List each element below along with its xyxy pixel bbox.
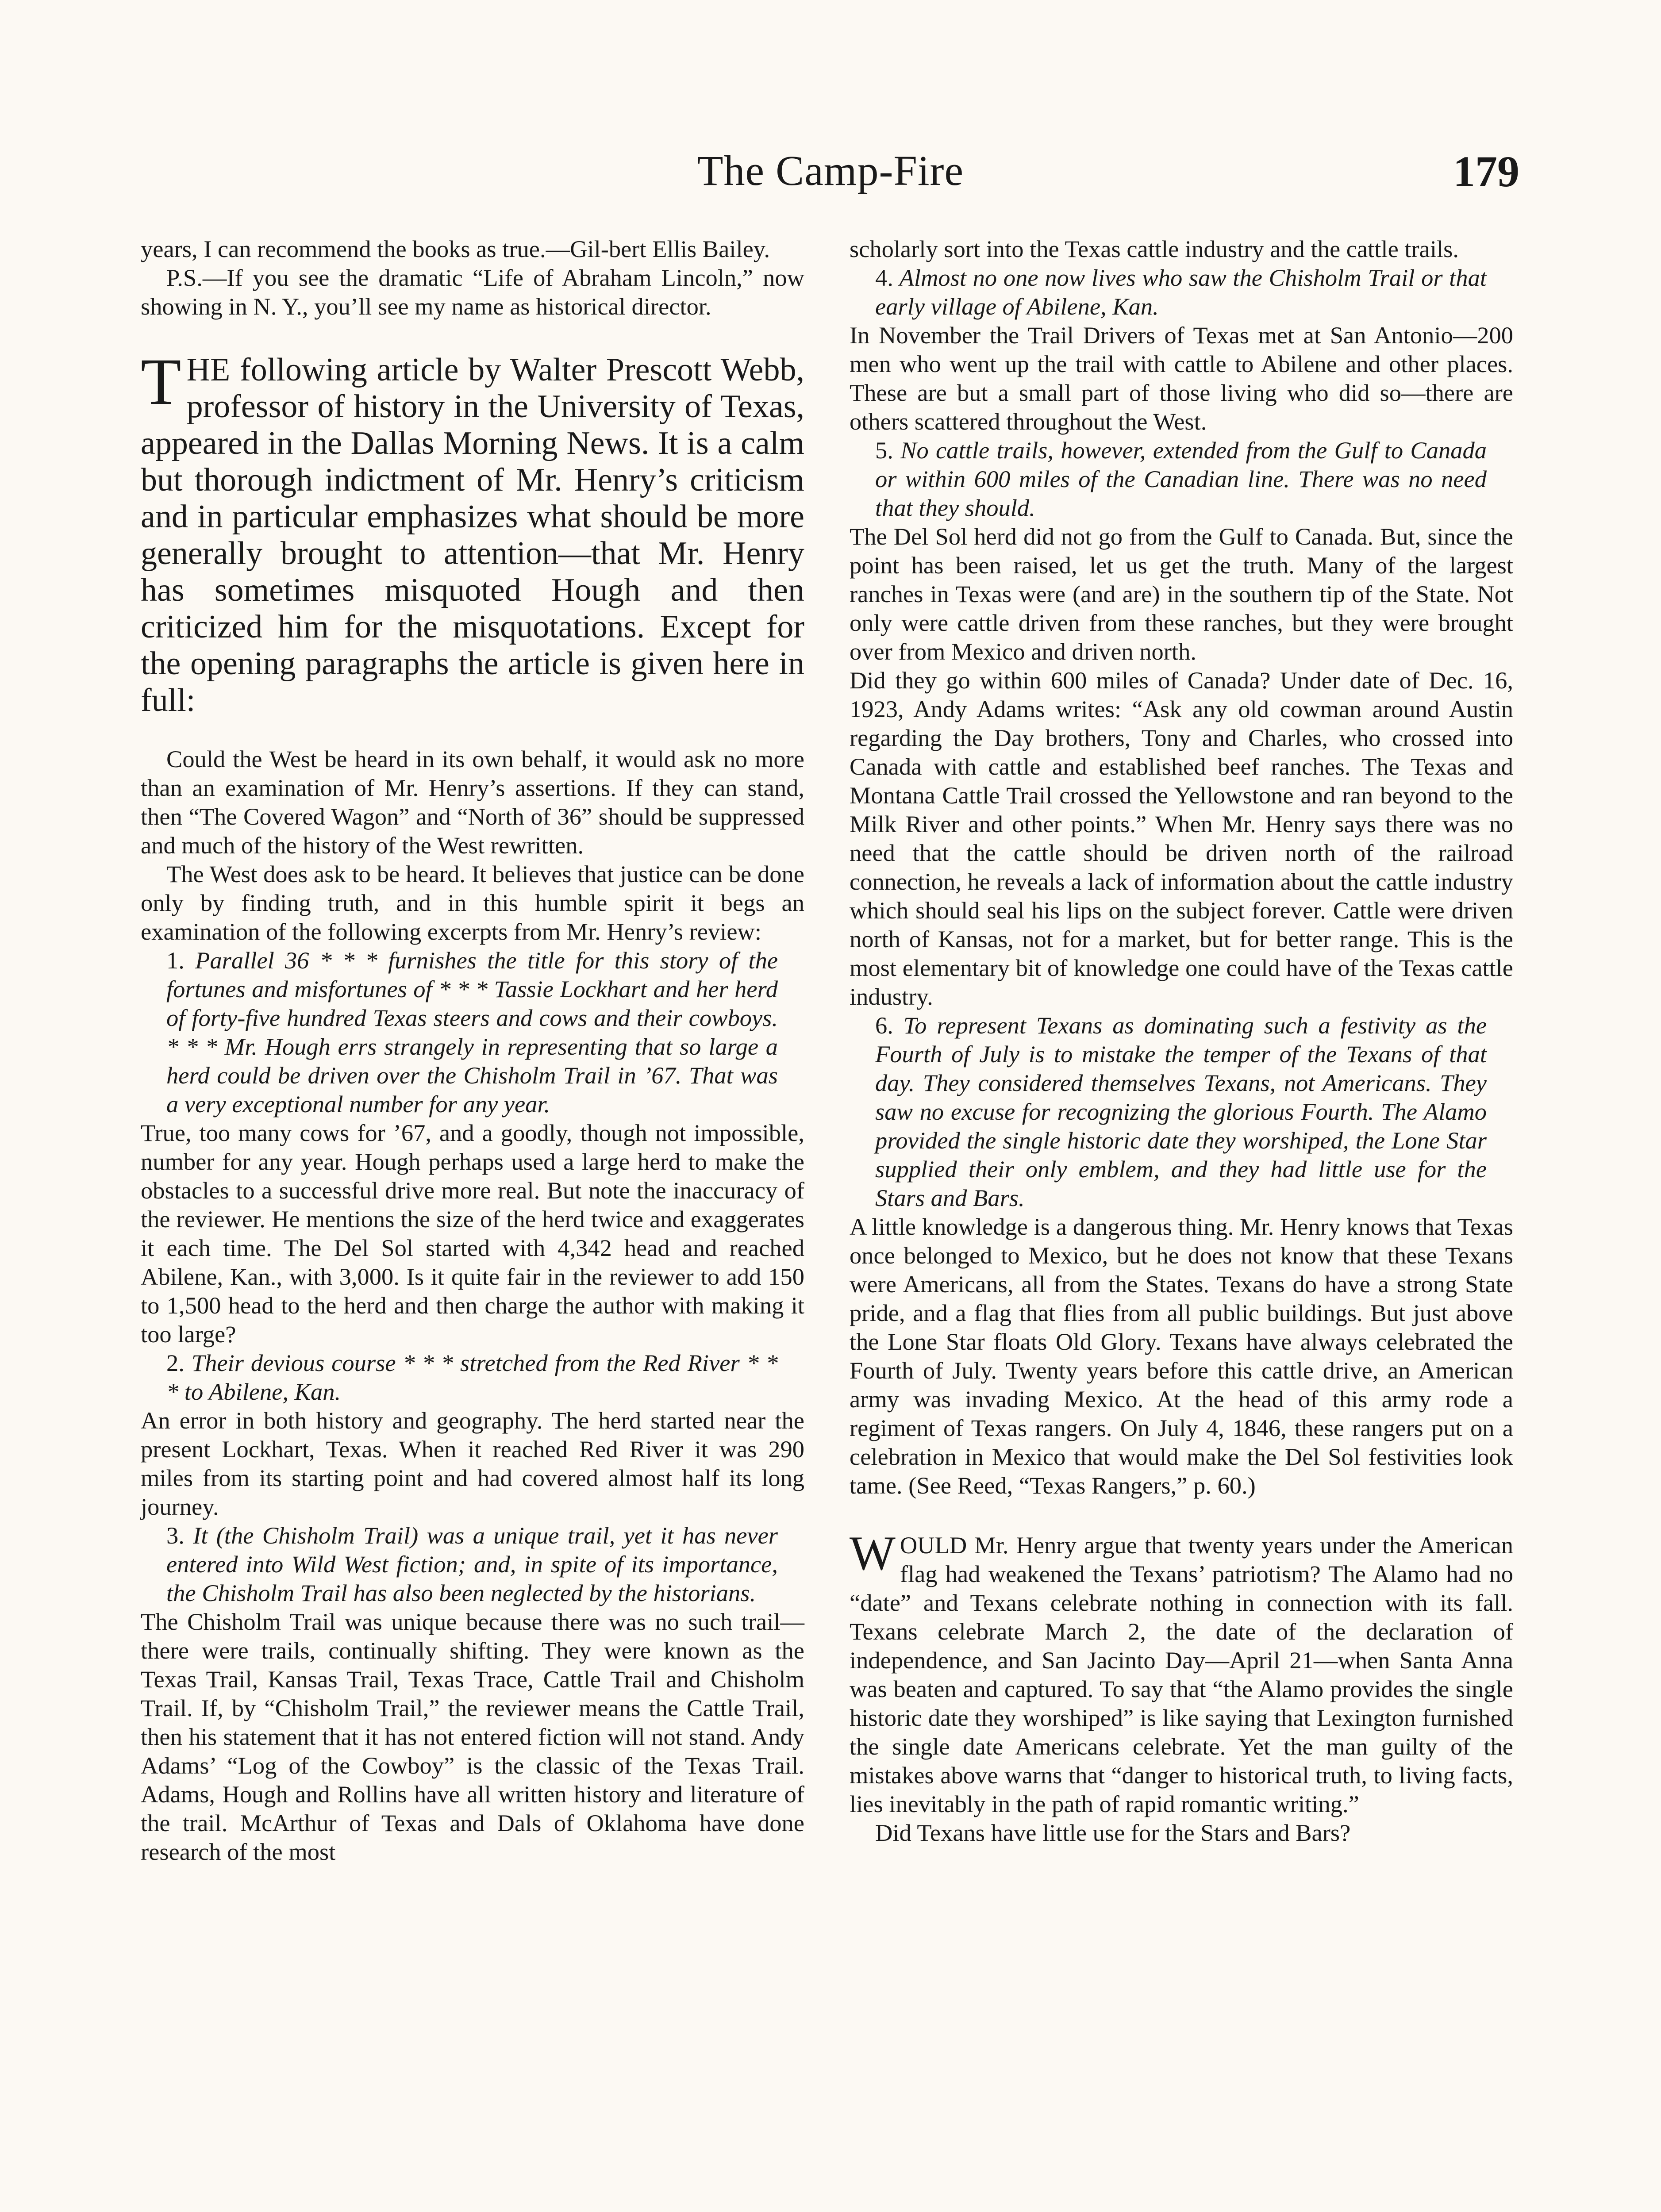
paragraph: years, I can recommend the books as true.—Gil-bert Ellis Bailey. <box>141 235 770 262</box>
excerpt-number: 6. <box>875 1012 893 1039</box>
excerpt-text: No cattle trails, however, extended from the Gulf to Canada or within 600 miles of the Canadian line. There was no need that they should. <box>875 437 1487 521</box>
running-title: The Camp-Fire <box>697 147 964 194</box>
paragraph: True, too many cows for ’67, and a goodly, though not impossible, number for any year. Hough perhaps used a large herd to make the obstacles to a successful drive more real. But note the inaccuracy of the reviewer. He mentions the size of the herd twice and exaggerates it each time. The Del Sol started with 4,342 head and reached Abilene, Kan., with 3,000. Is it quite fair in the reviewer to add 150 to 1,500 head to the herd and then charge the author with making it too large? <box>141 1119 804 1348</box>
paragraph: scholarly sort into the Texas cattle industry and the cattle trails. <box>850 235 1459 262</box>
excerpt-number: 1. <box>166 947 185 974</box>
left-column <box>141 234 804 1866</box>
excerpt-text: To represent Texans as dominating such a festivity as the Fourth of July is to mistake the temper of the Texans of that day. They considered themselves Texans, not Americans. They saw no excuse for recognizing the glorious Fourth. The Alamo provided the single historic date they worshiped, the Lone Star supplied their only emblem, and they had little use for the Stars and Bars. <box>875 1012 1487 1211</box>
lead-word: OULD <box>900 1532 967 1559</box>
excerpt-number: 2. <box>166 1349 185 1376</box>
section-opening-paragraph <box>850 1526 1513 1818</box>
quoted-excerpt <box>875 1011 1487 1212</box>
excerpt-text: It (the Chisholm Trail) was a unique trail, yet it has never entered into Wild West fiction; and, in spite of its importance, the Chisholm Trail has also been neglected by the historians. <box>166 1522 778 1606</box>
paragraph: Did Texans have little use for the Stars and Bars? <box>875 1819 1351 1846</box>
paragraph: An error in both history and geography. The herd started near the present Lockhart, Texas. When it reached Red River it was 290 miles from its starting point and had covered almost half its long journey. <box>141 1407 804 1520</box>
quoted-excerpt <box>166 946 778 1118</box>
paragraph: In November the Trail Drivers of Texas met at San Antonio—200 men who went up the trail with cattle to Abilene and other places. These are but a small part of those living who did so—there are others scattered throughout the West. <box>850 322 1513 435</box>
quoted-excerpt <box>875 436 1487 522</box>
excerpt-text: Their devious course * * * stretched from the Red River * * * to Abilene, Kan. <box>166 1349 778 1405</box>
paragraph: Could the West be heard in its own behalf, it would ask no more than an examination of Mr. Henry’s assertions. If they can stand, then “The Covered Wagon” and “North of 36” should be suppressed and much of the history of the West rewritten. <box>141 745 804 859</box>
excerpt-number: 5. <box>875 437 893 464</box>
drop-cap: T <box>141 345 181 419</box>
page-number: 179 <box>1453 147 1519 196</box>
paragraph: A little knowledge is a dangerous thing. Mr. Henry knows that Texas once belonged to Mexico, but he does not know that these Texans were Americans, all from the States. Texans do have a strong State pride, and a flag that flies from all public buildings. But just above the Lone Star floats Old Glory. Texans have always celebrated the Fourth of July. Twenty years before this cattle drive, an American army was invading Mexico. At the head of this army rode a regiment of Texas rangers. On July 4, 1846, these rangers put on a celebration in Mexico that would make the Del Sol festivities look tame. (See Reed, “Texas Rangers,” p. 60.) <box>850 1213 1513 1499</box>
introduction-text: HE following article by Walter Prescott Webb, professor of history in the University of Texas, appeared in the Dallas Morning News. It is a calm but thorough indictment of Mr. Henry’s criticism and in particular emphasizes what should be more generally brought to attention—that Mr. Henry has sometimes misquoted Hough and then criticized him for the misquotations. Except for the opening paragraphs the article is given here in full: <box>141 352 804 718</box>
excerpt-number: 4. <box>875 264 893 291</box>
excerpt-text: Parallel 36 * * * furnishes the title for this story of the fortunes and misfortunes of * * * Tassie Lockhart and her herd of forty-five hundred Texas steers and cows and their cowboys. * * * Mr. Hough errs strangely in representing that so large a herd could be driven over the Chisholm Trail in ’67. That was a very exceptional number for any year. <box>166 947 778 1118</box>
excerpt-number: 3. <box>166 1522 185 1549</box>
quoted-excerpt <box>875 263 1487 321</box>
paragraph: The Chisholm Trail was unique because there was no such trail—there were trails, continually shifting. They were known as the Texas Trail, Kansas Trail, Texas Trace, Cattle Trail and Chisholm Trail. If, by “Chisholm Trail,” the reviewer means the Cattle Trail, then his statement that it has not entered fiction will not stand. Andy Adams’ “Log of the Cowboy” is the classic of the Texas Trail. Adams, Hough and Rollins have all written history and literature of the trail. McArthur of Texas and Dals of Oklahoma have done research of the most <box>141 1608 804 1865</box>
paragraph: P.S.—If you see the dramatic “Life of Abraham Lincoln,” now showing in N. Y., you’ll see my name as historical director. <box>141 264 804 320</box>
paragraph-text: Mr. Henry argue that twenty years under the American flag had weakened the Texans’ patriotism? The Alamo had no “date” and Texans celebrate nothing in connection with its fall. Texans celebrate March 2, the date of the declaration of independence, and San Jacinto Day—April 21—when Santa Anna was beaten and captured. To say that “the Alamo provides the single historic date they worshiped” is like saying that Lexington furnished the single date Americans celebrate. Yet the man guilty of the mistakes above warns that “danger to historical truth, to living facts, lies inevitably in the path of rapid romantic writing.” <box>850 1532 1513 1817</box>
drop-cap: W <box>850 1526 896 1580</box>
paragraph: Did they go within 600 miles of Canada? Under date of Dec. 16, 1923, Andy Adams writes: “Ask any old cowman around Austin regarding the Day brothers, Tony and Charles, who crossed into Canada with cattle and established beef ranches. The Texas and Montana Cattle Trail crossed the Yellowstone and ran beyond to the Milk River and other points.” When Mr. Henry says there was no need that the cattle should be driven north of the railroad connection, he reveals a lack of information about the cattle industry which should seal his lips on the subject forever. Cattle were driven north of Kansas, not for a market, but for better range. This is the most elementary bit of knowledge one could have of the Texas cattle industry. <box>850 667 1513 1010</box>
paragraph: The Del Sol herd did not go from the Gulf to Canada. But, since the point has been raised, let us get the truth. Many of the largest ranches in Texas were (and are) in the southern tip of the State. Not only were cattle driven from these ranches, but they were brought over from Mexico and driven north. <box>850 523 1513 665</box>
page-header <box>142 146 1519 208</box>
quoted-excerpt <box>166 1348 778 1406</box>
quoted-excerpt <box>166 1521 778 1607</box>
excerpt-text: Almost no one now lives who saw the Chisholm Trail or that early village of Abilene, Kan. <box>875 264 1487 320</box>
right-column <box>850 234 1513 1847</box>
paragraph: The West does ask to be heard. It believes that justice can be done only by finding truth, and in this humble spirit it begs an examination of the following excerpts from Mr. Henry’s review: <box>141 860 804 945</box>
editor-introduction <box>141 345 804 719</box>
